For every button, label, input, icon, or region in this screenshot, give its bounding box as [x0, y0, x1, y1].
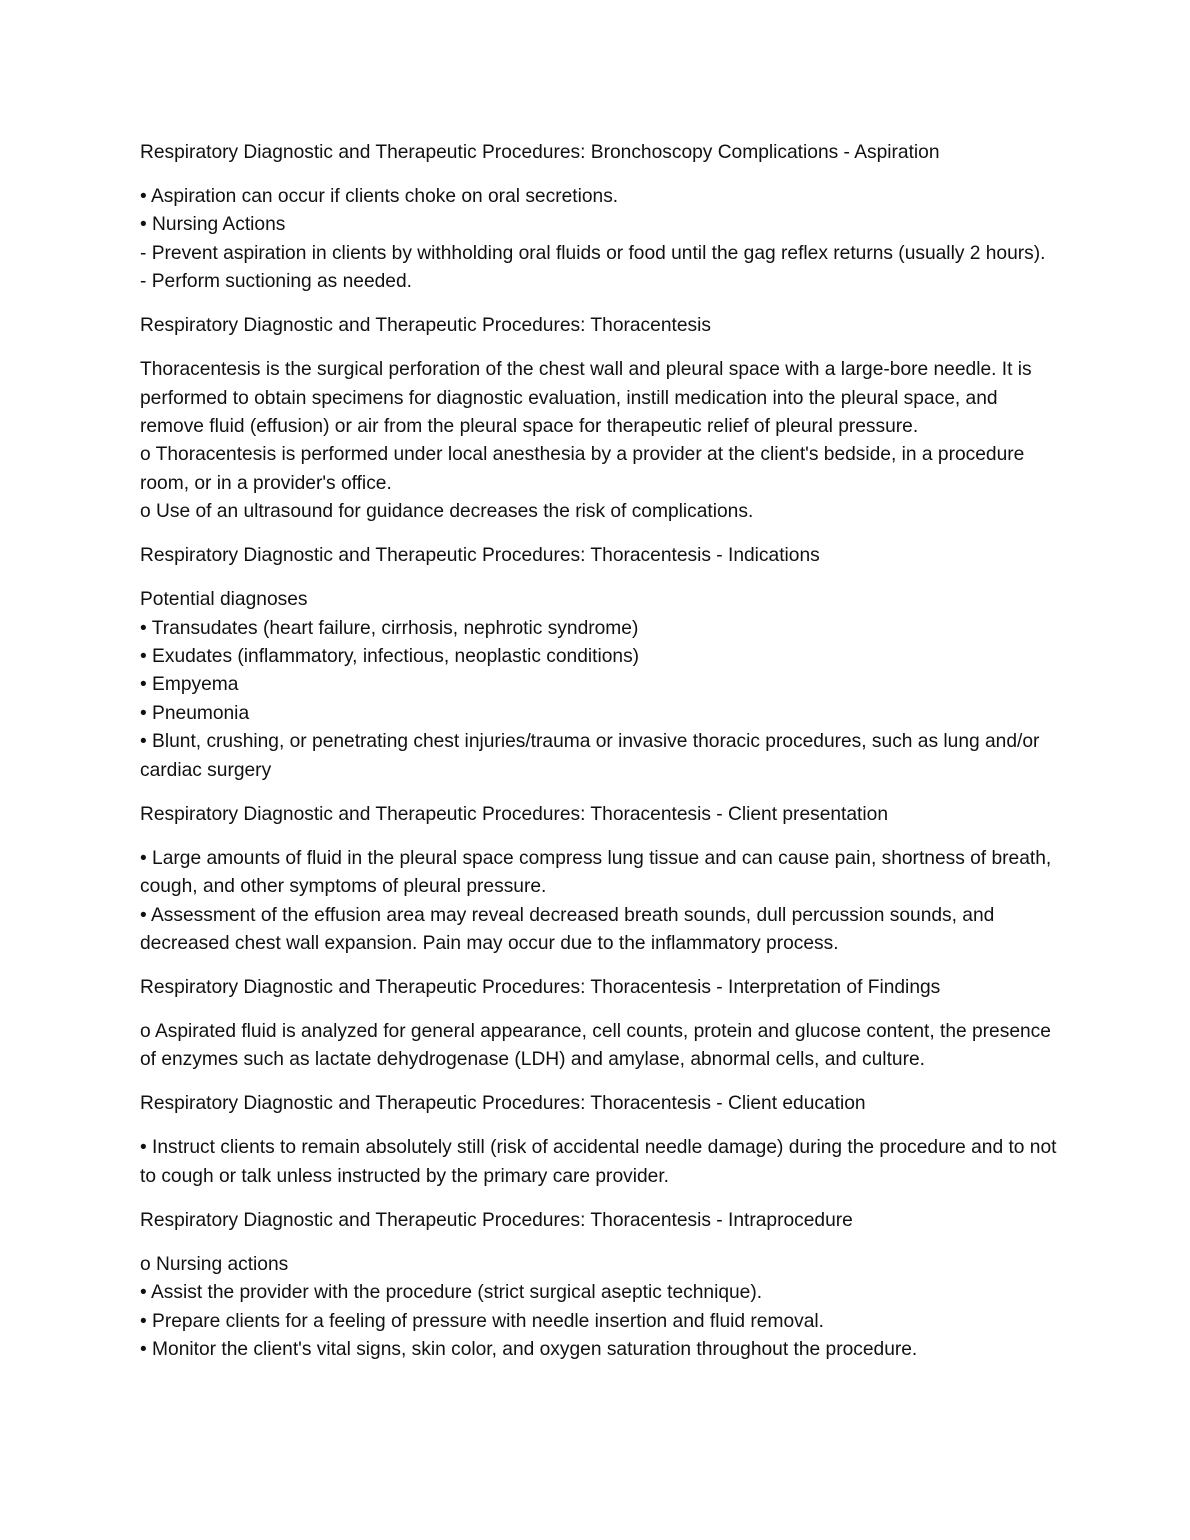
section-body — [140, 1251, 1060, 1365]
section-heading: Respiratory Diagnostic and Therapeutic Procedures: Thoracentesis — [140, 315, 711, 337]
section-thoracentesis-client-education — [140, 1090, 1060, 1191]
bullet-line: • Blunt, crushing, or penetrating chest injuries/trauma or invasive thoracic procedures, such as lung and/or cardiac surgery — [140, 731, 1040, 781]
section-heading: Respiratory Diagnostic and Therapeutic Procedures: Bronchoscopy Complications - Aspiration — [140, 142, 940, 163]
paragraph-text: Thoracentesis is the surgical perforation of the chest wall and pleural space with a large-bore needle. It is performed to obtain specimens for diagnostic evaluation, instill medication into the pleural space, and remove fluid (effusion) or air from the pleural space for therapeutic relief of pleural pressure. — [140, 359, 1032, 438]
section-heading: Respiratory Diagnostic and Therapeutic Procedures: Thoracentesis - Intraprocedure — [140, 1209, 853, 1231]
bullet-line: • Instruct clients to remain absolutely still (risk of accidental needle damage) during the procedure and to not to cough or talk unless instructed by the primary care provider. — [140, 1137, 1057, 1187]
bullet-line: • Empyema — [140, 674, 239, 696]
section-body — [140, 183, 1060, 297]
bullet-line: • Exudates (inflammatory, infectious, neoplastic conditions) — [140, 646, 640, 668]
section-heading: Respiratory Diagnostic and Therapeutic Procedures: Thoracentesis - Client education — [140, 1093, 866, 1115]
section-body — [140, 1134, 1060, 1191]
dash-line: - Prevent aspiration in clients by withholding oral fluids or food until the gag reflex returns (usually 2 hours). — [140, 242, 1046, 264]
section-bronchoscopy-aspiration — [140, 139, 1060, 297]
section-thoracentesis-client-presentation — [140, 801, 1060, 959]
sub-point-line: o Use of an ultrasound for guidance decreases the risk of complications. — [140, 501, 754, 523]
section-thoracentesis — [140, 312, 1060, 526]
bullet-line: • Nursing Actions — [140, 214, 286, 236]
section-body — [140, 1018, 1060, 1075]
section-body — [140, 356, 1060, 526]
section-thoracentesis-intraprocedure — [140, 1207, 1060, 1365]
bullet-line: • Aspiration can occur if clients choke on oral secretions. — [140, 186, 619, 207]
bullet-line: • Prepare clients for a feeling of pressure with needle insertion and fluid removal. — [140, 1310, 824, 1332]
section-heading: Respiratory Diagnostic and Therapeutic Procedures: Thoracentesis - Indications — [140, 545, 820, 567]
bullet-line: • Pneumonia — [140, 702, 250, 724]
section-thoracentesis-interpretation — [140, 974, 1060, 1075]
section-heading: Respiratory Diagnostic and Therapeutic Procedures: Thoracentesis - Client presentation — [140, 803, 888, 825]
bullet-line: • Transudates (heart failure, cirrhosis, nephrotic syndrome) — [140, 617, 639, 639]
bullet-line: • Assessment of the effusion area may reveal decreased breath sounds, dull percussion sounds, and decreased chest wall expansion. Pain may occur due to the inflammatory process. — [140, 904, 995, 954]
section-thoracentesis-indications — [140, 542, 1060, 785]
document-page — [140, 139, 1060, 1380]
sub-point-line: o Nursing actions — [140, 1253, 289, 1275]
sub-point-line: o Thoracentesis is performed under local anesthesia by a provider at the client's bedside, in a procedure room, or in a provider's office. — [140, 444, 1025, 494]
bullet-line: • Large amounts of fluid in the pleural space compress lung tissue and can cause pain, shortness of breath, cough, and other symptoms of pleural pressure. — [140, 847, 1052, 898]
bullet-line: • Assist the provider with the procedure (strict surgical aseptic technique). — [140, 1282, 763, 1304]
bullet-line: • Monitor the client's vital signs, skin color, and oxygen saturation throughout the procedure. — [140, 1338, 918, 1360]
dash-line: - Perform suctioning as needed. — [140, 271, 412, 293]
section-body — [140, 586, 1060, 785]
subheading-line: Potential diagnoses — [140, 589, 308, 611]
sub-point-line: o Aspirated fluid is analyzed for general appearance, cell counts, protein and glucose content, the presence of enzymes such as lactate dehydrogenase (LDH) and amylase, abnormal cells, and culture. — [140, 1020, 1051, 1071]
section-heading: Respiratory Diagnostic and Therapeutic Procedures: Thoracentesis - Interpretation of Findings — [140, 976, 941, 998]
section-body — [140, 845, 1060, 959]
